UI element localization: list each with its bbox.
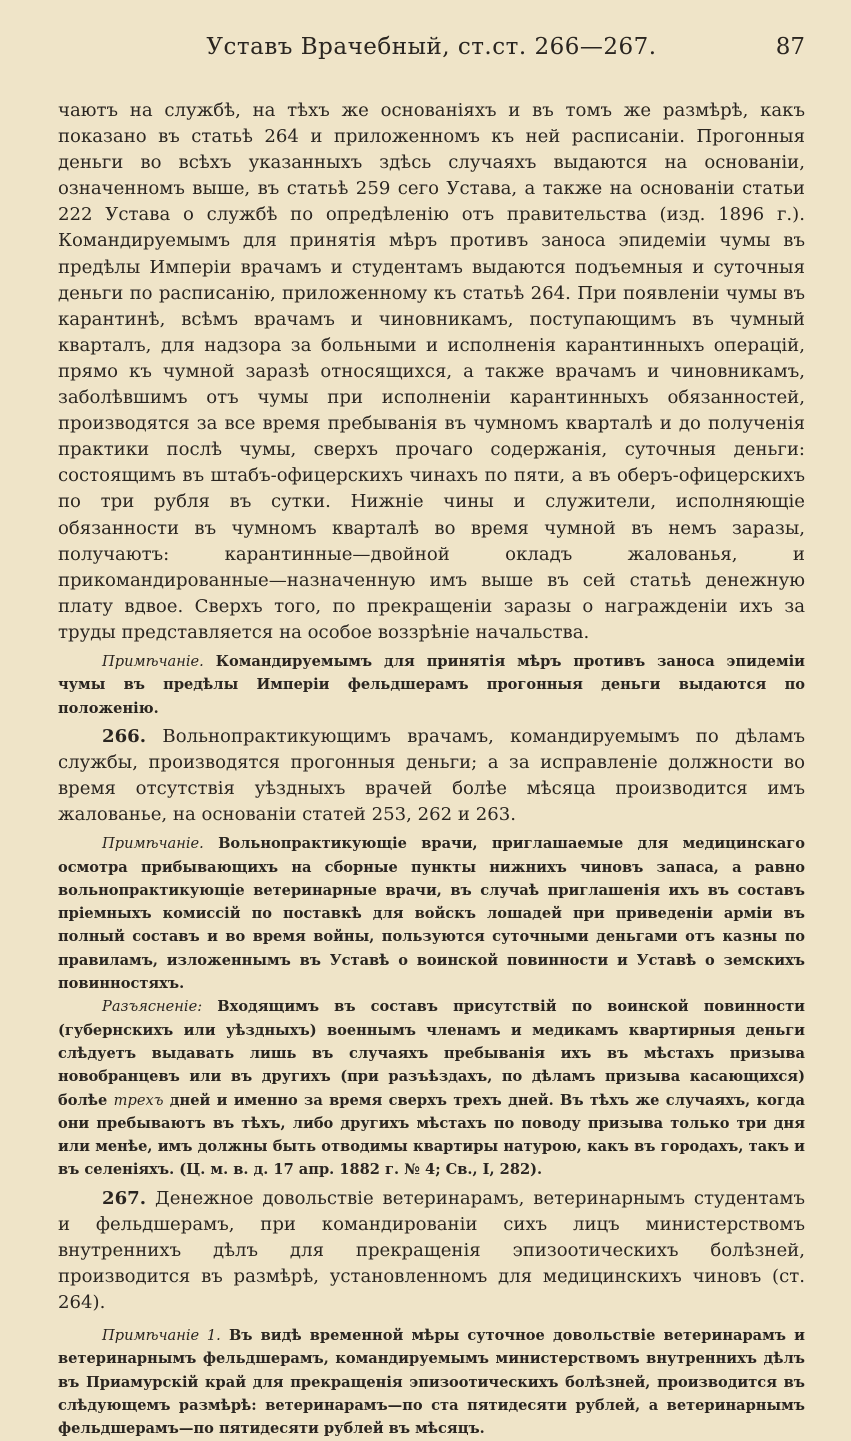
article-267 <box>58 1186 805 1316</box>
explanation-text-before: Входящимъ въ составъ присутствій по воинской повинности (губернскихъ или уѣздныхъ) военнымъ членамъ и медикамъ квартирныя деньги слѣдуетъ выдавать лишь въ случаяхъ пребыванія ихъ въ мѣстахъ призыва новобранцевъ или въ другихъ (при разъѣздахъ, по дѣламъ призыва касающихся) болѣе <box>58 998 805 1109</box>
paragraph-text: чаютъ на службѣ, на тѣхъ же основаніяхъ и въ томъ же размѣрѣ, какъ показано въ статьѣ 264 и приложенномъ къ ней расписаніи. Прогонныя деньги во всѣхъ указанныхъ здѣсь случаяхъ выдаются на основаніи, означенномъ выше, въ статьѣ 259 сего Устава, а также на основаніи статьи 222 Устава о службѣ по опредѣленію отъ правительства (изд. 1896 г.). Командируемымъ для принятія мѣръ противъ заноса эпидеміи чумы въ предѣлы Имперіи врачамъ и студентамъ выдаются подъемныя и суточныя деньги по расписанію, приложенному къ статьѣ 264. При появленіи чумы въ карантинѣ, всѣмъ врачамъ и чиновникамъ, поступающимъ въ чумный кварталъ, для надзора за больными и исполненія карантинныхъ операцій, прямо къ чумной заразѣ относящихся, а также врачамъ и чиновникамъ, заболѣвшимъ отъ чумы при исполненіи карантинныхъ обязанностей, производятся за все время пребыванія въ чумномъ кварталѣ и до полученія практики послѣ чумы, сверхъ прочаго содержанія, суточныя деньги: состоящимъ въ штабъ-офицерскихъ чинахъ по пяти, а въ оберъ-офицерскихъ по три рубля въ сутки. Нижніе чины и служители, исполняющіе обязанности въ чумномъ кварталѣ во время чумной въ немъ заразы, получаютъ: карантинные—двойной окладъ жалованья, и прикомандированные—назначенную имъ выше въ сей статьѣ денежную плату вдвое. Сверхъ того, по прекращеніи заразы о награжденіи ихъ за труды представляется на особое воззрѣніе начальства. <box>58 100 805 643</box>
page-number: 87 <box>775 34 805 60</box>
article-text: Вольнопрактикующимъ врачамъ, командируемымъ по дѣламъ службы, производятся прогонныя деньги; а за исправленіе должности во время отсутствія уѣздныхъ врачей болѣе мѣсяца производится имъ жалованье, на основаніи статей 253, 262 и 263. <box>58 725 805 826</box>
note-text: Вольнопрактикующіе врачи, приглашаемые для медицинскаго осмотра прибывающихъ на сборные пункты нижнихъ чиновъ запаса, а равно вольнопрактикующіе ветеринарные врачи, въ случаѣ приглашенія ихъ въ составъ пріемныхъ комиссій по поставкѣ для войскъ лошадей при приведеніи арміи въ полный составъ и во время войны, пользуются суточными деньгами отъ казны по правиламъ, изложеннымъ въ Уставѣ о воинской повинности и Уставѣ о земскихъ повинностяхъ. <box>58 835 805 993</box>
body-text <box>58 98 805 1441</box>
note-label: Примѣчаніе 1. <box>102 1327 221 1345</box>
explanation-label: Разъясненіе: <box>102 998 203 1016</box>
article-number: 267. <box>102 1187 147 1209</box>
article-266 <box>58 724 805 828</box>
note-label: Примѣчаніе. <box>102 835 204 853</box>
article-number: 266. <box>102 725 147 747</box>
note-plague-feldshers <box>58 650 805 720</box>
explanation-text-after: дней и именно за время сверхъ трехъ дней. Въ тѣхъ же случаяхъ, когда они пребываютъ въ тѣхъ, либо другихъ мѣстахъ по поводу призыва только три дня или менѣе, имъ должны быть отводимы квартиры натурою, какъ въ городахъ, такъ и въ селеніяхъ. (Ц. м. в. д. 17 апр. 1882 г. № 4; Св., I, 282). <box>58 1091 805 1179</box>
article-text: Денежное довольствіе ветеринарамъ, ветеринарнымъ студентамъ и фельдшерамъ, при командированіи сихъ лицъ министерствомъ внутреннихъ дѣлъ для прекращенія эпизоотическихъ болѣзней, производится въ размѣрѣ, установленномъ для медицинскихъ чиновъ (ст. 264). <box>58 1187 805 1314</box>
paragraph-continuation <box>58 98 805 646</box>
note-private-practitioners <box>58 832 805 995</box>
running-title: Уставъ Врачебный, ст.ст. 266—267. <box>206 34 657 60</box>
note-label: Примѣчаніе. <box>102 652 204 670</box>
note-text: Въ видѣ временной мѣры суточное довольствіе ветеринарамъ и ветеринарнымъ фельдшерамъ, командируемымъ министерствомъ внутреннихъ дѣлъ въ Приамурскій край для прекращенія эпизоотическихъ болѣзней, производится въ слѣдующемъ размѣрѣ: ветеринарамъ—по ста пятидесяти рублей, а ветеринарнымъ фельдшерамъ—по пятидесяти рублей въ мѣсяцъ. <box>58 1327 805 1438</box>
note-veterinarians <box>58 1324 805 1440</box>
explanation-quarters <box>58 995 805 1181</box>
note-text: Командируемымъ для принятія мѣръ противъ заноса эпидеміи чумы въ предѣлы Имперіи фельдшерамъ прогонныя деньги выдаются по положенію. <box>58 652 806 717</box>
explanation-emphasis: трехъ <box>113 1091 164 1109</box>
page-header <box>58 34 805 78</box>
